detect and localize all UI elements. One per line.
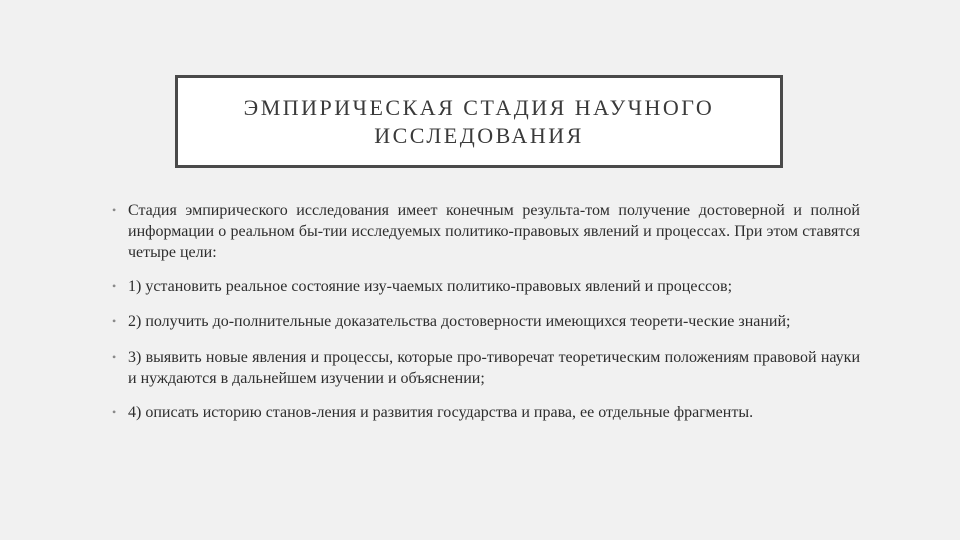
title-box	[175, 75, 783, 168]
bullet-item	[110, 200, 860, 263]
bullet-dot-icon: •	[112, 279, 117, 293]
bullet-dot-icon: •	[112, 314, 117, 328]
bullet-dot-icon: •	[112, 203, 117, 217]
bullet-text: 4) описать историю станов-ления и развития государства и права, ее отдельные фрагменты.	[128, 404, 754, 421]
bullet-text: 1) установить реальное состояние изу-чаемых политико-правовых явлений и процессов;	[128, 278, 733, 295]
bullet-item	[110, 347, 860, 389]
bullet-dot-icon: •	[112, 350, 117, 364]
bullet-text: 3) выявить новые явления и процессы, которые про-тиворечат теоретическим положениям правовой науки и нуждаются в дальнейшем изучении и объяснении;	[128, 349, 860, 387]
bullet-text: 2) получить до-полнительные доказательства достоверности имеющихся теорети-ческие знаний;	[128, 313, 791, 330]
bullet-text: Стадия эмпирического исследования имеет конечным результа-том получение достоверной и полной информации о реальном бы-тии исследуемых политико-правовых явлений и процессах. При этом ставятся четыре цели:	[128, 202, 860, 261]
bullet-item	[110, 402, 860, 423]
bullet-list	[110, 200, 860, 435]
slide-title: ЭМПИРИЧЕСКАЯ СТАДИЯ НАУЧНОГО ИССЛЕДОВАНИЯ	[243, 94, 715, 148]
bullet-dot-icon: •	[112, 405, 117, 419]
bullet-item	[110, 311, 860, 332]
bullet-item	[110, 276, 860, 297]
